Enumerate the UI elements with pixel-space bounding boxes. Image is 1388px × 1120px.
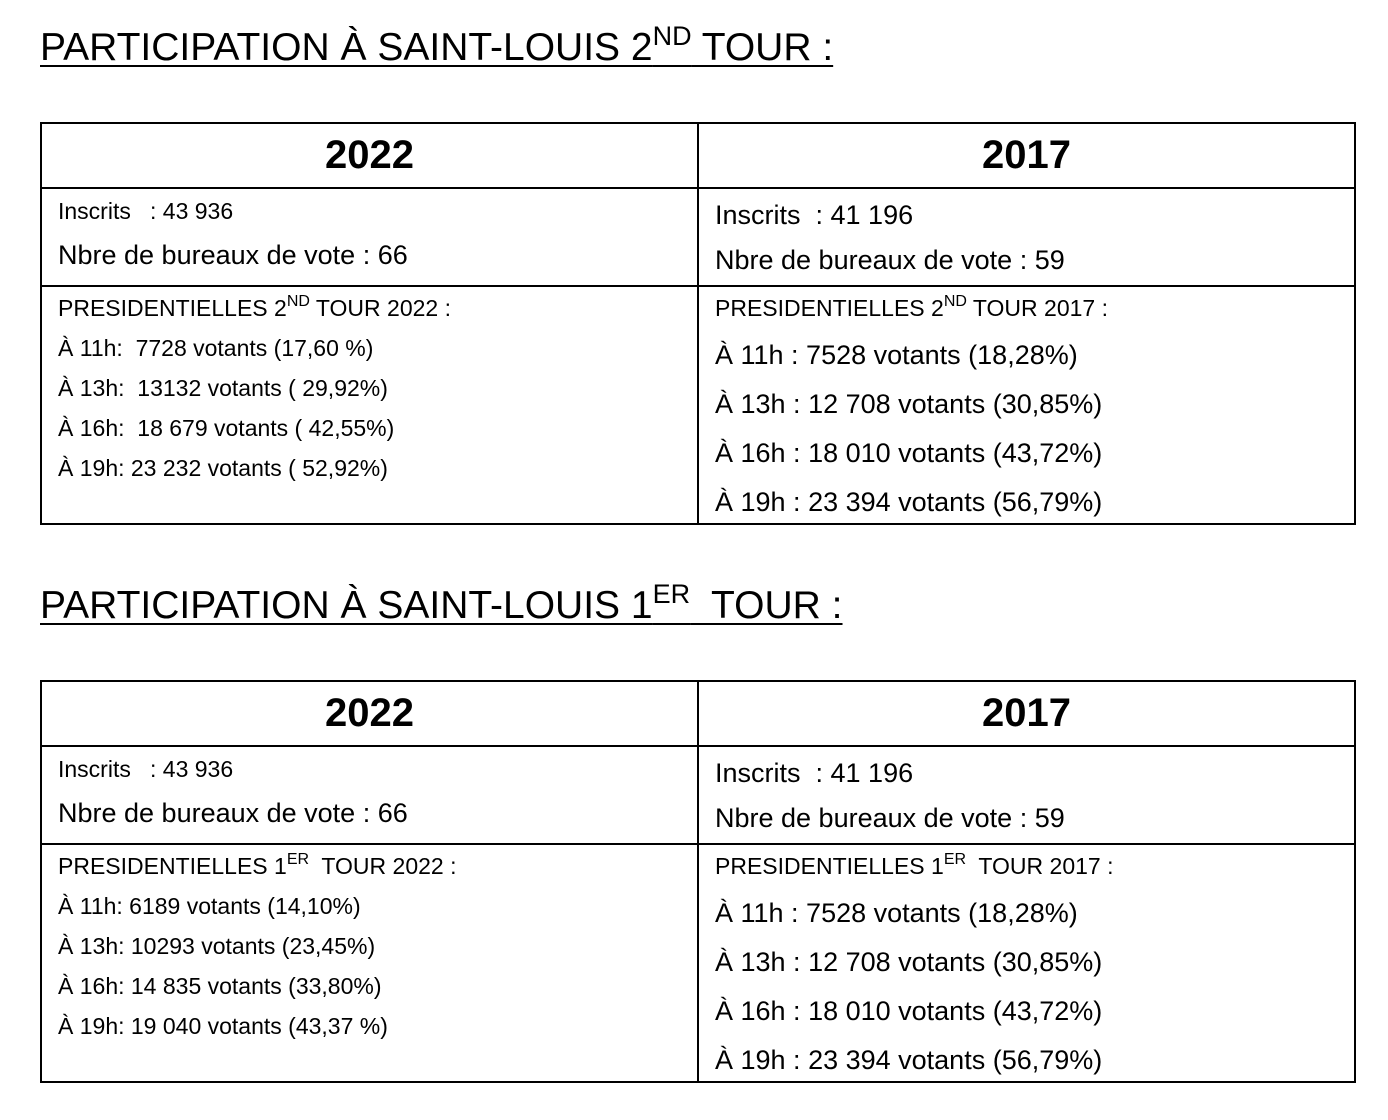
heading-text: PRESIDENTIELLES 2 xyxy=(58,295,287,321)
heading-suffix: TOUR 2017 : xyxy=(966,853,1114,879)
bureaux-text: Nbre de bureaux de vote : 59 xyxy=(715,803,1065,833)
inscrits-text: Inscrits : 41 196 xyxy=(715,758,914,788)
meta-cell-2017 xyxy=(698,746,1355,844)
votes-cell-2022 xyxy=(41,286,698,524)
votes-cell-2022 xyxy=(41,844,698,1082)
heading-suffix: TOUR 2022 : xyxy=(309,853,457,879)
meta-cell-2017 xyxy=(698,188,1355,286)
year-header-2022: 2022 xyxy=(41,123,698,188)
inscrits-text: Inscrits : 43 936 xyxy=(58,198,234,224)
bureaux-text: Nbre de bureaux de vote : 66 xyxy=(58,798,408,828)
year-header-2017: 2017 xyxy=(698,681,1355,746)
round-heading xyxy=(715,845,1354,878)
section-title-first-round xyxy=(40,579,843,627)
vote-line-13h: À 13h : 12 708 votants (30,85%) xyxy=(715,389,1103,419)
vote-line-19h: À 19h : 23 394 votants (56,79%) xyxy=(715,487,1103,517)
vote-line-16h: À 16h: 18 679 votants ( 42,55%) xyxy=(58,415,395,441)
inscrits-text: Inscrits : 41 196 xyxy=(715,200,914,230)
inscrits-text: Inscrits : 43 936 xyxy=(58,756,234,782)
heading-superscript: ND xyxy=(286,293,310,310)
votes-cell-2017 xyxy=(698,844,1355,1082)
vote-line-19h: À 19h: 23 232 votants ( 52,92%) xyxy=(58,455,388,481)
vote-line-16h: À 16h: 14 835 votants (33,80%) xyxy=(58,973,382,999)
title-text: PARTICIPATION À SAINT-LOUIS 1 xyxy=(40,584,653,627)
title-superscript: ND xyxy=(652,21,692,51)
bureaux-text: Nbre de bureaux de vote : 66 xyxy=(58,240,408,270)
vote-line-11h: À 11h: 7728 votants (17,60 %) xyxy=(58,335,374,361)
round-heading xyxy=(58,287,697,320)
table-row-votes xyxy=(41,844,1355,1082)
vote-line-11h: À 11h : 7528 votants (18,28%) xyxy=(715,898,1078,928)
title-suffix: TOUR : xyxy=(690,584,843,627)
heading-superscript: ER xyxy=(943,851,967,868)
table-header-row xyxy=(41,123,1355,188)
participation-table-second-round xyxy=(40,122,1356,525)
votes-cell-2017 xyxy=(698,286,1355,524)
table-row-meta xyxy=(41,746,1355,844)
table-header-row xyxy=(41,681,1355,746)
heading-text: PRESIDENTIELLES 1 xyxy=(715,853,944,879)
heading-suffix: TOUR 2022 : xyxy=(309,295,451,321)
heading-text: PRESIDENTIELLES 1 xyxy=(58,853,287,879)
vote-line-13h: À 13h: 10293 votants (23,45%) xyxy=(58,933,376,959)
meta-cell-2022 xyxy=(41,746,698,844)
vote-line-16h: À 16h : 18 010 votants (43,72%) xyxy=(715,996,1103,1026)
round-heading xyxy=(58,845,697,878)
year-header-2017: 2017 xyxy=(698,123,1355,188)
vote-line-13h: À 13h : 12 708 votants (30,85%) xyxy=(715,947,1103,977)
table-row-meta xyxy=(41,188,1355,286)
section-title-second-round xyxy=(40,21,834,69)
vote-line-19h: À 19h: 19 040 votants (43,37 %) xyxy=(58,1013,388,1039)
vote-line-13h: À 13h: 13132 votants ( 29,92%) xyxy=(58,375,388,401)
vote-line-11h: À 11h: 6189 votants (14,10%) xyxy=(58,893,361,919)
round-heading xyxy=(715,287,1354,320)
heading-text: PRESIDENTIELLES 2 xyxy=(715,295,944,321)
vote-line-16h: À 16h : 18 010 votants (43,72%) xyxy=(715,438,1103,468)
heading-suffix: TOUR 2017 : xyxy=(966,295,1108,321)
year-header-2022: 2022 xyxy=(41,681,698,746)
vote-line-11h: À 11h : 7528 votants (18,28%) xyxy=(715,340,1078,370)
participation-table-first-round xyxy=(40,680,1356,1083)
heading-superscript: ND xyxy=(943,293,967,310)
title-text: PARTICIPATION À SAINT-LOUIS 2 xyxy=(40,26,653,69)
title-suffix: TOUR : xyxy=(691,26,834,69)
meta-cell-2022 xyxy=(41,188,698,286)
table-row-votes xyxy=(41,286,1355,524)
vote-line-19h: À 19h : 23 394 votants (56,79%) xyxy=(715,1045,1103,1075)
heading-superscript: ER xyxy=(286,851,310,868)
bureaux-text: Nbre de bureaux de vote : 59 xyxy=(715,245,1065,275)
title-superscript: ER xyxy=(652,579,691,609)
